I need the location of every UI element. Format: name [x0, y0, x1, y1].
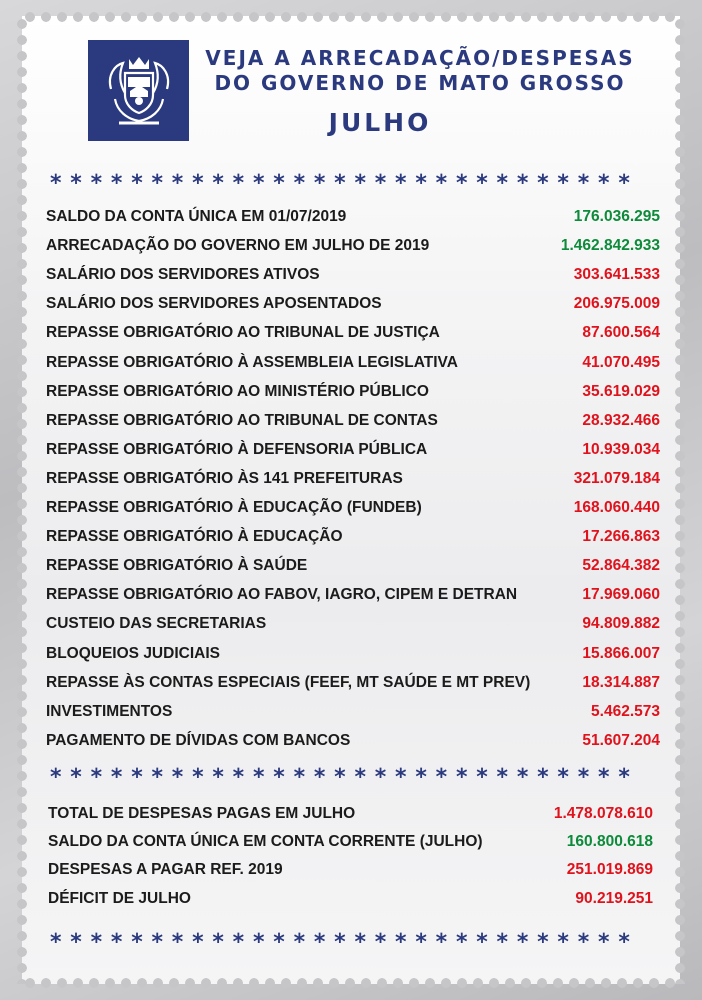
line-item-label: PAGAMENTO DE DÍVIDAS COM BANCOS	[46, 731, 351, 749]
star-glyph: *	[50, 765, 62, 787]
star-glyph: *	[313, 765, 326, 787]
star-glyph: *	[455, 171, 468, 193]
line-item-row	[46, 613, 660, 635]
line-item-value: 17.969.060	[582, 586, 660, 604]
star-glyph: *	[395, 930, 407, 952]
line-item-label: SALÁRIO DOS SERVIDORES APOSENTADOS	[46, 295, 382, 313]
star-glyph: *	[334, 765, 346, 787]
line-item-label: REPASSE ÀS CONTAS ESPECIAIS (FEEF, MT SAÚDE E MT PREV)	[46, 673, 531, 691]
line-item-value: 303.641.533	[573, 266, 660, 284]
star-glyph: *	[273, 930, 285, 952]
line-item-label: BLOQUEIOS JUDICIAIS	[46, 644, 220, 662]
star-glyph: *	[212, 171, 224, 193]
star-glyph: *	[516, 765, 529, 787]
star-glyph: *	[354, 765, 366, 787]
star-glyph: *	[496, 765, 509, 787]
star-glyph: *	[50, 171, 62, 193]
star-glyph: *	[496, 930, 509, 952]
star-glyph: *	[577, 765, 590, 787]
month-heading: JULHO	[328, 108, 432, 137]
star-glyph: *	[395, 171, 407, 193]
line-item-row	[46, 352, 660, 374]
line-item-value: 206.975.009	[573, 295, 660, 313]
perforation-top	[22, 12, 680, 22]
star-glyph: *	[151, 765, 163, 787]
summary-label: SALDO DA CONTA ÚNICA EM CONTA CORRENTE (JULHO)	[48, 833, 483, 851]
line-item-row	[46, 235, 660, 257]
star-glyph: *	[354, 930, 366, 952]
line-item-label: REPASSE OBRIGATÓRIO À EDUCAÇÃO	[46, 528, 343, 546]
perforation-right	[675, 16, 685, 984]
star-glyph: *	[252, 930, 265, 952]
line-item-row	[46, 672, 660, 694]
line-item-value: 1.462.842.933	[560, 237, 660, 255]
star-glyph: *	[192, 765, 204, 787]
star-glyph: *	[313, 930, 326, 952]
star-glyph: *	[618, 930, 630, 952]
page-title-line-1: VEJA A ARRECADAÇÃO/DESPESAS	[205, 46, 635, 70]
star-glyph: *	[435, 171, 448, 193]
line-item-label: SALDO DA CONTA ÚNICA EM 01/07/2019	[46, 208, 347, 225]
line-item-label: REPASSE OBRIGATÓRIO À EDUCAÇÃO (FUNDEB)	[46, 499, 422, 516]
summary-label: TOTAL DE DESPESAS PAGAS EM JULHO	[48, 805, 356, 822]
star-glyph: *	[557, 930, 569, 952]
star-divider-bottom	[50, 930, 650, 952]
star-glyph: *	[151, 171, 163, 193]
star-glyph: *	[455, 930, 468, 952]
line-item-value: 41.070.495	[582, 353, 660, 371]
star-glyph: *	[537, 171, 549, 193]
star-glyph: *	[598, 171, 610, 193]
star-glyph: *	[70, 765, 82, 787]
star-glyph: *	[537, 765, 549, 787]
coat-of-arms-icon	[97, 49, 181, 133]
line-item-row	[46, 643, 660, 665]
line-item-row	[46, 730, 660, 752]
summary-row	[48, 803, 653, 825]
summary-row	[48, 859, 653, 881]
star-glyph: *	[537, 930, 549, 952]
summary-value: 90.219.251	[575, 889, 653, 907]
star-glyph: *	[252, 765, 265, 787]
star-glyph: *	[415, 930, 427, 952]
star-glyph: *	[131, 930, 143, 952]
page-title-line-2: DO GOVERNO DE MATO GROSSO	[214, 71, 626, 95]
star-glyph: *	[192, 930, 204, 952]
line-item-label: REPASSE OBRIGATÓRIO À SAÚDE	[46, 557, 308, 575]
perforation-bottom	[22, 978, 680, 988]
summary-row	[48, 888, 653, 910]
perforation-left	[17, 16, 27, 984]
summary-value: 1.478.078.610	[553, 805, 653, 822]
star-glyph: *	[273, 171, 285, 193]
star-glyph: *	[232, 930, 245, 952]
star-glyph: *	[415, 765, 427, 787]
star-glyph: *	[618, 765, 630, 787]
state-logo	[88, 40, 189, 141]
line-item-row	[46, 410, 660, 432]
star-glyph: *	[70, 930, 82, 952]
line-item-row	[46, 526, 660, 548]
summary-label: DÉFICIT DE JULHO	[48, 889, 191, 907]
star-glyph: *	[577, 171, 590, 193]
line-item-value: 51.607.204	[582, 731, 660, 749]
star-glyph: *	[415, 171, 427, 193]
summary-label: DESPESAS A PAGAR REF. 2019	[48, 861, 283, 879]
star-glyph: *	[395, 765, 407, 787]
star-glyph: *	[516, 171, 529, 193]
line-item-row	[46, 701, 660, 723]
star-glyph: *	[334, 171, 346, 193]
star-glyph: *	[273, 765, 285, 787]
star-glyph: *	[110, 930, 123, 952]
line-item-row	[46, 584, 660, 606]
star-glyph: *	[252, 171, 265, 193]
star-glyph: *	[598, 765, 610, 787]
line-item-label: REPASSE OBRIGATÓRIO AO TRIBUNAL DE JUSTIÇA	[46, 324, 440, 342]
star-glyph: *	[598, 930, 610, 952]
line-item-value: 28.932.466	[582, 411, 660, 429]
star-glyph: *	[171, 765, 184, 787]
line-item-label: REPASSE OBRIGATÓRIO À DEFENSORIA PÚBLICA	[46, 440, 428, 458]
line-item-row	[46, 322, 660, 344]
line-item-row	[46, 468, 660, 490]
star-glyph: *	[557, 765, 569, 787]
star-glyph: *	[313, 171, 326, 193]
star-glyph: *	[212, 930, 224, 952]
star-glyph: *	[131, 171, 143, 193]
star-glyph: *	[496, 171, 509, 193]
star-glyph: *	[516, 930, 529, 952]
star-glyph: *	[293, 765, 306, 787]
line-item-value: 87.600.564	[582, 324, 660, 342]
star-glyph: *	[90, 930, 103, 952]
star-glyph: *	[334, 930, 346, 952]
line-item-label: REPASSE OBRIGATÓRIO ÀS 141 PREFEITURAS	[46, 469, 403, 487]
line-item-value: 5.462.573	[591, 702, 660, 720]
line-item-value: 52.864.382	[582, 557, 660, 575]
line-item-label: REPASSE OBRIGATÓRIO AO TRIBUNAL DE CONTAS	[46, 411, 438, 429]
line-item-value: 18.314.887	[582, 673, 660, 691]
star-glyph: *	[618, 171, 630, 193]
star-glyph: *	[455, 765, 468, 787]
line-item-row	[46, 555, 660, 577]
star-glyph: *	[354, 171, 366, 193]
line-item-value: 321.079.184	[573, 469, 660, 487]
star-glyph: *	[171, 171, 184, 193]
star-glyph: *	[374, 930, 387, 952]
star-glyph: *	[90, 171, 103, 193]
star-glyph: *	[435, 930, 448, 952]
line-item-row	[46, 381, 660, 403]
star-glyph: *	[110, 171, 123, 193]
line-item-value: 168.060.440	[573, 499, 660, 516]
star-glyph: *	[50, 930, 62, 952]
star-glyph: *	[171, 930, 184, 952]
star-glyph: *	[577, 930, 590, 952]
star-glyph: *	[151, 930, 163, 952]
line-item-row	[46, 497, 660, 519]
star-glyph: *	[70, 171, 82, 193]
star-glyph: *	[293, 930, 306, 952]
line-item-value: 35.619.029	[582, 382, 660, 400]
summary-value: 251.019.869	[566, 861, 653, 879]
star-glyph: *	[131, 765, 143, 787]
line-item-label: REPASSE OBRIGATÓRIO AO FABOV, IAGRO, CIPEM E DETRAN	[46, 586, 518, 604]
line-item-value: 17.266.863	[582, 528, 660, 546]
summary-value: 160.800.618	[566, 833, 653, 851]
star-glyph: *	[212, 765, 224, 787]
line-item-label: ARRECADAÇÃO DO GOVERNO EM JULHO DE 2019	[46, 237, 430, 255]
line-item-row	[46, 293, 660, 315]
line-item-row	[46, 264, 660, 286]
summary-row	[48, 831, 653, 853]
line-item-value: 94.809.882	[582, 615, 660, 633]
star-glyph: *	[110, 765, 123, 787]
line-item-label: INVESTIMENTOS	[46, 702, 173, 720]
line-item-label: SALÁRIO DOS SERVIDORES ATIVOS	[46, 266, 320, 284]
star-glyph: *	[374, 765, 387, 787]
star-glyph: *	[192, 171, 204, 193]
line-item-row	[46, 439, 660, 461]
star-glyph: *	[557, 171, 569, 193]
star-glyph: *	[90, 765, 103, 787]
star-glyph: *	[293, 171, 306, 193]
line-item-label: REPASSE OBRIGATÓRIO AO MINISTÉRIO PÚBLICO	[46, 382, 429, 400]
star-glyph: *	[476, 930, 488, 952]
star-glyph: *	[374, 171, 387, 193]
star-glyph: *	[232, 171, 245, 193]
star-glyph: *	[232, 765, 245, 787]
star-divider-middle	[50, 765, 650, 787]
line-item-value: 15.866.007	[582, 644, 660, 662]
line-item-label: CUSTEIO DAS SECRETARIAS	[46, 615, 267, 633]
star-glyph: *	[476, 171, 488, 193]
star-divider-top	[50, 171, 650, 193]
line-item-row	[46, 206, 660, 228]
star-glyph: *	[476, 765, 488, 787]
star-glyph: *	[435, 765, 448, 787]
line-item-value: 10.939.034	[582, 440, 660, 458]
line-item-value: 176.036.295	[573, 208, 660, 225]
line-item-label: REPASSE OBRIGATÓRIO À ASSEMBLEIA LEGISLATIVA	[46, 353, 458, 371]
